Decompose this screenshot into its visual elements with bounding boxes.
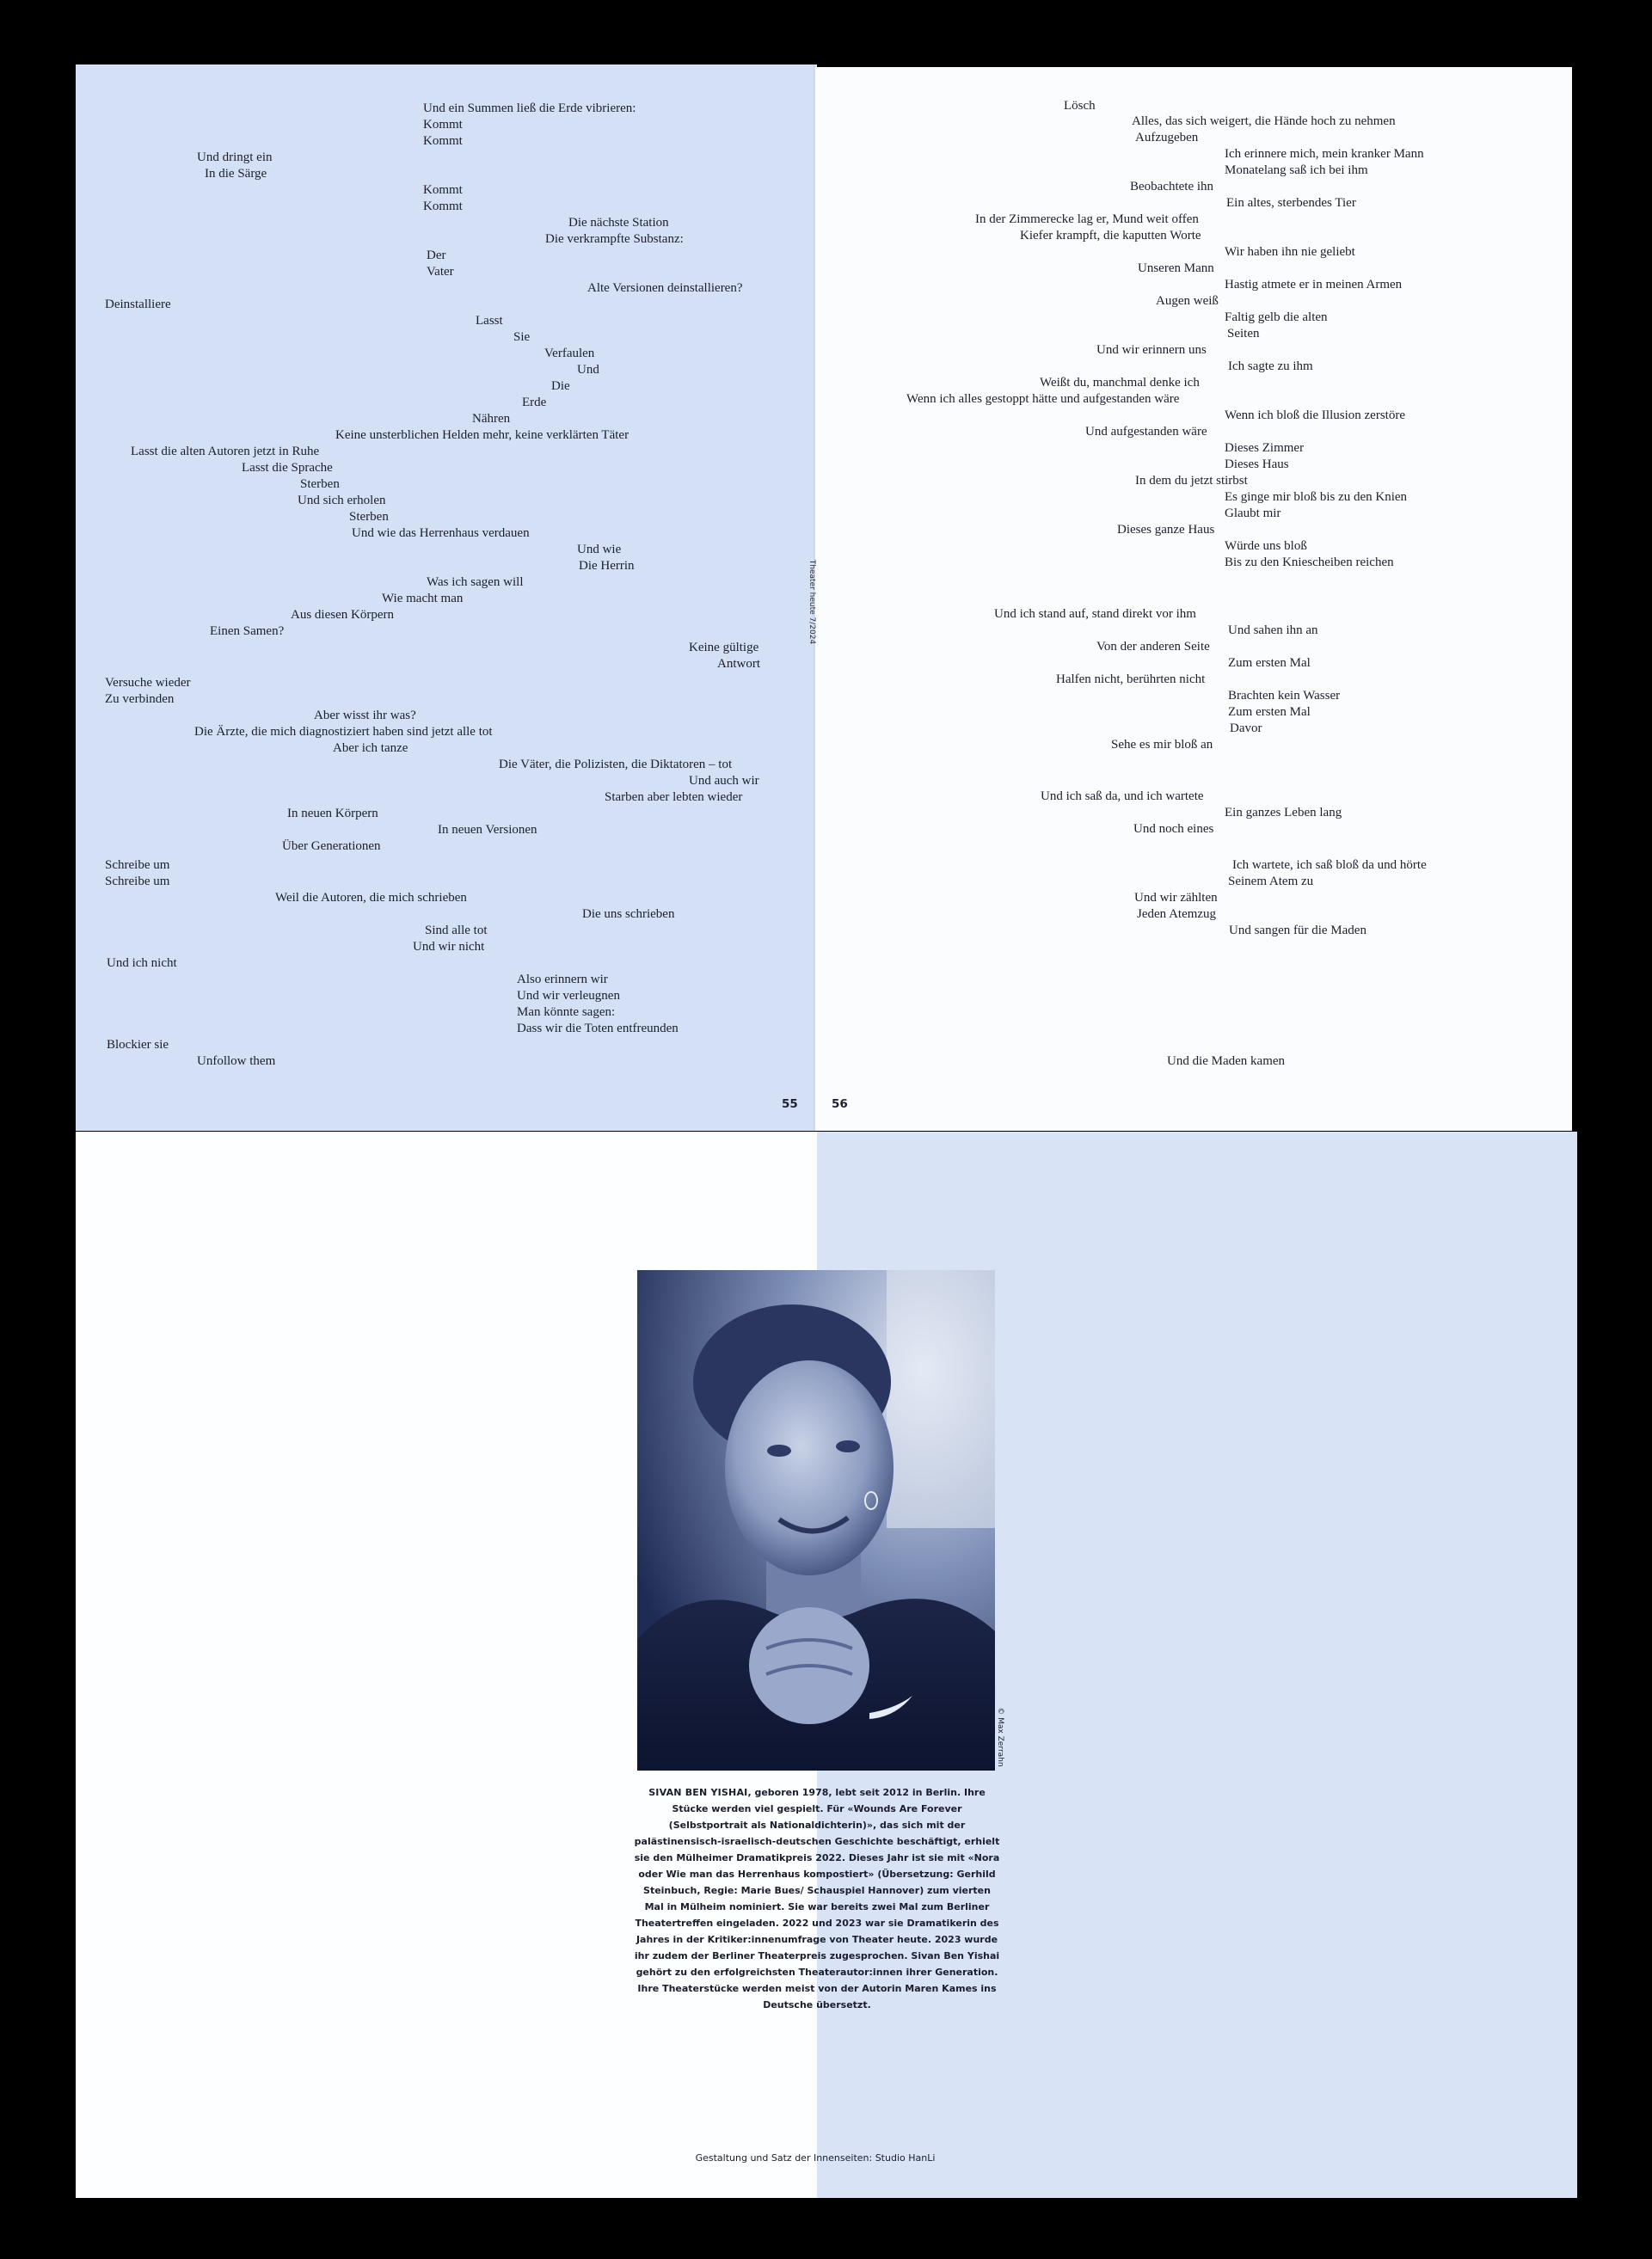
poem-left-line: Und wie xyxy=(577,543,622,556)
poem-left-line: Erde xyxy=(522,396,547,409)
poem-left-line: Starben aber lebten wieder xyxy=(605,790,743,804)
poem-right-line: Ich wartete, ich saß bloß da und hörte xyxy=(1232,858,1427,872)
poem-right-line: Beobachtete ihn xyxy=(1130,180,1214,193)
poem-left-line: Lasst die Sprache xyxy=(242,461,333,475)
author-portrait xyxy=(637,1270,995,1771)
poem-right-line: Weißt du, manchmal denke ich xyxy=(1040,376,1200,390)
poem-right-line: Hastig atmete er in meinen Armen xyxy=(1225,278,1403,292)
poem-left-line: Wie macht man xyxy=(382,592,464,605)
poem-left-line: Die uns schrieben xyxy=(582,907,675,921)
poem-left-line: In neuen Körpern xyxy=(287,807,378,820)
poem-right-line: Lösch xyxy=(1064,99,1096,113)
poem-left-line: Kommt xyxy=(423,118,463,132)
design-credits: Gestaltung und Satz der Innenseiten: Studio HanLi xyxy=(695,2152,936,2164)
poem-left-line: Und auch wir xyxy=(689,774,759,788)
poem-left-line: Also erinnern wir xyxy=(517,973,608,986)
poem-right-line: Alles, das sich weigert, die Hände hoch zu nehmen xyxy=(1132,114,1396,128)
poem-right-line: Zum ersten Mal xyxy=(1228,656,1311,670)
poem-right-line: Und sangen für die Maden xyxy=(1229,924,1366,937)
poem-right-line: Ein altes, sterbendes Tier xyxy=(1226,196,1356,210)
poem-right-line: Wenn ich bloß die Illusion zerstöre xyxy=(1225,408,1405,422)
poem-left-line: Aber wisst ihr was? xyxy=(314,709,416,722)
poem-right-line: Ein ganzes Leben lang xyxy=(1225,806,1342,820)
poem-right-line: Davor xyxy=(1230,721,1262,735)
poem-right-line: Augen weiß xyxy=(1156,294,1219,308)
poem-right-line: Und ich saß da, und ich wartete xyxy=(1041,789,1204,803)
poem-left-line: Sie xyxy=(513,330,531,344)
poem-left-line: Und xyxy=(577,363,599,377)
poem-right-line: Kiefer krampft, die kaputten Worte xyxy=(1020,229,1201,242)
poem-right-line: Ich erinnere mich, mein kranker Mann xyxy=(1225,147,1424,161)
poem-left-line: Und wir nicht xyxy=(413,940,485,954)
poem-left-line: Man könnte sagen: xyxy=(517,1005,616,1019)
poem-left-line: Und wir verleugnen xyxy=(517,989,620,1003)
poem-left-line: Nähren xyxy=(472,412,511,426)
poem-left-line: Die verkrampfte Substanz: xyxy=(545,232,684,246)
poem-left-line: Keine gültige xyxy=(689,641,759,654)
poem-right-line: Es ginge mir bloß bis zu den Knien xyxy=(1225,490,1408,504)
poem-right-line: Und aufgestanden wäre xyxy=(1085,425,1207,439)
poem-right-line: Aufzugeben xyxy=(1135,131,1199,144)
poem-right-line: In der Zimmerecke lag er, Mund weit offen xyxy=(975,212,1199,226)
poem-right-line: Dieses Haus xyxy=(1225,457,1289,471)
poem-left-line: Sterben xyxy=(349,510,389,524)
poem-left-line: Einen Samen? xyxy=(210,624,285,638)
poem-left-line: Und ein Summen ließ die Erde vibrieren: xyxy=(423,101,636,115)
poem-right-line: Faltig gelb die alten xyxy=(1225,310,1328,324)
poem-left-line: Schreibe um xyxy=(105,858,170,872)
poem-left-line: Die nächste Station xyxy=(568,216,669,230)
author-bio xyxy=(633,1784,1001,2013)
poem-left-line: Alte Versionen deinstallieren? xyxy=(587,281,743,295)
poem-left-line: Deinstalliere xyxy=(105,298,171,311)
poem-left-line: Kommt xyxy=(423,200,463,213)
poem-right-line: Halfen nicht, berührten nicht xyxy=(1056,672,1206,686)
poem-right-line: Jeden Atemzug xyxy=(1137,907,1217,921)
poem-right-line: Seinem Atem zu xyxy=(1228,875,1314,888)
poem-right-line: Monatelang saß ich bei ihm xyxy=(1225,163,1368,177)
poem-left-line: Und ich nicht xyxy=(107,956,177,970)
author-name: SIVAN BEN YISHAI xyxy=(648,1787,748,1798)
poem-left-line: Keine unsterblichen Helden mehr, keine verklärten Täter xyxy=(335,428,629,442)
poem-left-line: Lasst xyxy=(476,314,503,328)
poem-left-line: Die Ärzte, die mich diagnostiziert haben sind jetzt alle tot xyxy=(194,725,493,739)
poem-left-line: Zu verbinden xyxy=(105,692,175,706)
poem-right-line: Seiten xyxy=(1227,327,1260,341)
poem-left-line: Sterben xyxy=(300,477,340,491)
poem-left-line: Schreibe um xyxy=(105,875,170,888)
poem-left-line: Dass wir die Toten entfreunden xyxy=(517,1022,679,1035)
poem-right-line: In dem du jetzt stirbst xyxy=(1135,474,1248,488)
poem-left-line: Die xyxy=(551,379,570,393)
poem-right-line: Wir haben ihn nie geliebt xyxy=(1225,245,1355,259)
poem-right-line: Und noch eines xyxy=(1133,822,1214,836)
running-head: Theater heute 7/2024 xyxy=(808,559,816,645)
poem-left-line: Was ich sagen will xyxy=(427,575,524,589)
poem-right-line: Und ich stand auf, stand direkt vor ihm xyxy=(994,607,1196,621)
poem-right-line: Und sahen ihn an xyxy=(1228,623,1318,637)
poem-left-line: Über Generationen xyxy=(282,839,381,853)
poem-right-line: Und die Maden kamen xyxy=(1167,1054,1286,1068)
poem-right-line: Von der anderen Seite xyxy=(1096,640,1210,654)
poem-right-line: Würde uns bloß xyxy=(1225,539,1307,553)
poem-left-line: Blockier sie xyxy=(107,1038,169,1052)
poem-left-line: Und sich erholen xyxy=(298,494,386,507)
poem-left-line: Und dringt ein xyxy=(197,150,273,164)
page-number-left: 55 xyxy=(782,1097,798,1111)
poem-right-line: Ich sagte zu ihm xyxy=(1228,359,1313,373)
poem-right-line: Brachten kein Wasser xyxy=(1228,689,1341,703)
poem-right-line: Dieses Zimmer xyxy=(1225,441,1305,455)
poem-left-line: Die Herrin xyxy=(579,559,635,573)
photo-credit: © Max Zerrahn xyxy=(996,1707,1004,1767)
poem-left-line: Lasst die alten Autoren jetzt in Ruhe xyxy=(131,445,320,458)
poem-left-line: Antwort xyxy=(717,657,760,671)
poem-left-line: Kommt xyxy=(423,134,463,148)
poem-left-line: Weil die Autoren, die mich schrieben xyxy=(275,891,467,905)
poem-right-line: Sehe es mir bloß an xyxy=(1111,738,1213,752)
poem-right-line: Bis zu den Kniescheiben reichen xyxy=(1225,556,1394,569)
author-bio-text: , geboren 1978, lebt seit 2012 in Berlin. Ihre Stücke werden viel gespielt. Für «Wounds Are Forever (Selbstportrait als Nationaldichterin)», das sich mit der palästinensisch-israelisch-deutschen Geschichte beschäftigt, erhielt sie den Mülheimer Dramatikpreis 2022. Dieses Jahr ist sie mit «Nora oder Wie man das Herrenhaus kompostiert» (Übersetzung: Gerhild Steinbuch, Regie: Marie Bues/ Schauspiel Hannover) zum vierten Mal in Mülheim nominiert. Sie war bereits zwei Mal zum Berliner Theatertreffen eingeladen. 2022 und 2023 war sie Dramatikerin des Jahres in der Kritiker:innenumfrage von Theater heute. 2023 wurde ihr zudem der Berliner Theaterpreis zugesprochen. Sivan Ben Yishai gehört zu den erfolgreichsten Theaterautor:innen ihrer Generation. Ihre Theaterstücke werden meist von der Autorin Maren Kames ins Deutsche übersetzt. xyxy=(634,1787,1000,2010)
poem-left-line: Vater xyxy=(427,265,454,279)
poem-right-line: Wenn ich alles gestoppt hätte und aufgestanden wäre xyxy=(906,392,1180,406)
page-number-right: 56 xyxy=(832,1097,848,1111)
poem-left-line: Die Väter, die Polizisten, die Diktatoren – tot xyxy=(499,758,733,771)
poem-left-line: Sind alle tot xyxy=(425,924,488,937)
poem-left-line: Versuche wieder xyxy=(105,676,191,690)
poem-right-line: Zum ersten Mal xyxy=(1228,705,1311,719)
poem-right-line: Glaubt mir xyxy=(1225,506,1281,520)
poem-left-line: In neuen Versionen xyxy=(438,823,537,837)
poem-right-line: Unseren Mann xyxy=(1138,261,1214,275)
poem-left-line: In die Särge xyxy=(205,167,267,181)
poem-right-line: Und wir erinnern uns xyxy=(1096,343,1207,357)
poem-right-line: Dieses ganze Haus xyxy=(1117,523,1215,537)
poem-left-line: Der xyxy=(427,249,446,262)
poem-left-line: Verfaulen xyxy=(544,347,595,360)
poem-left-line: Und wie das Herrenhaus verdauen xyxy=(352,526,530,540)
poem-left-line: Aus diesen Körpern xyxy=(291,608,394,622)
poem-left-line: Aber ich tanze xyxy=(333,741,408,755)
poem-left-line: Unfollow them xyxy=(197,1054,276,1068)
poem-left-line: Kommt xyxy=(423,183,463,197)
poem-right-line: Und wir zählten xyxy=(1134,891,1218,905)
